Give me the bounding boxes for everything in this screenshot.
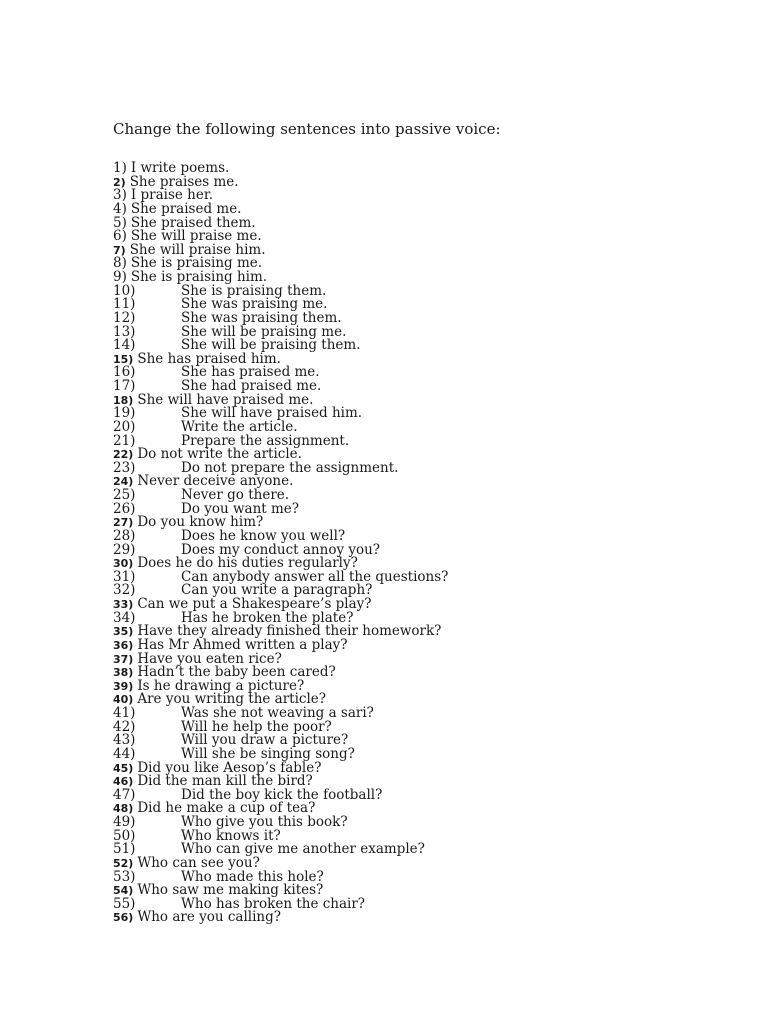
sentence-text: Did the boy kick the football?	[181, 786, 383, 803]
item-number: 9)	[113, 269, 127, 285]
item-number: 48)	[113, 802, 134, 816]
item-number: 24)	[113, 475, 134, 489]
item-number: 53)	[113, 868, 136, 885]
sentence-text: Have they already finished their homework?	[137, 623, 442, 640]
sentence-text: She praised me.	[130, 200, 242, 217]
item-number: 56)	[113, 911, 134, 925]
item-number: 44)	[113, 745, 136, 762]
item-number: 16)	[113, 364, 136, 381]
sentence-text: Did he make a cup of tea?	[137, 800, 316, 817]
sentence-text: Was she not weaving a sari?	[181, 705, 374, 721]
sentence-text: Will she be singing song?	[181, 745, 355, 762]
item-number: 15)	[113, 352, 134, 366]
item-number: 1)	[113, 160, 127, 176]
item-number: 42)	[113, 718, 136, 735]
item-number: 34)	[113, 609, 136, 626]
item-number: 54)	[113, 884, 134, 898]
item-number: 20)	[113, 418, 136, 435]
sentence-text: Will you draw a picture?	[181, 732, 349, 749]
sentence-text: Are you writing the article?	[137, 691, 327, 708]
sentence-text: Never go there.	[181, 487, 290, 503]
item-number: 32)	[113, 582, 136, 599]
item-number: 8)	[113, 255, 127, 272]
item-number: 3)	[113, 187, 127, 204]
page-title: Change the following sentences into passive voice:	[113, 120, 501, 138]
item-number: 14)	[113, 337, 136, 354]
item-number: 35)	[113, 625, 134, 639]
sentence-text: Hadn’t the baby been cared?	[137, 664, 336, 681]
sentence-text: She had praised me.	[181, 378, 322, 394]
item-number: 12)	[113, 309, 136, 326]
item-number: 43)	[113, 732, 136, 749]
sentence-text: Can you write a paragraph?	[181, 582, 373, 599]
sentence-text: She will be praising them.	[181, 337, 361, 354]
item-number: 13)	[113, 323, 136, 340]
sentence-text: She was praising them.	[181, 309, 342, 326]
sentence-text: She was praising me.	[181, 296, 328, 313]
item-number: 47)	[113, 786, 136, 803]
sentence-text: She has praised him.	[137, 350, 281, 367]
sentence-text: Do not prepare the assignment.	[181, 459, 399, 476]
item-number: 25)	[113, 487, 136, 503]
sentence-text: Who made this hole?	[181, 868, 324, 885]
item-number: 33)	[113, 598, 134, 611]
sentence-text: She will have praised me.	[137, 391, 314, 408]
sentence-text: Can anybody answer all the questions?	[181, 568, 449, 585]
item-number: 27)	[113, 516, 134, 530]
item-number: 5)	[113, 214, 127, 231]
sentence-text: Has Mr Ahmed written a play?	[137, 636, 348, 653]
sentence-text: Who can give me another example?	[181, 841, 425, 858]
sentence-text: Did you like Aesop’s fable?	[137, 759, 322, 776]
sentence-text: Has he broken the plate?	[181, 609, 354, 626]
item-number: 40)	[113, 693, 134, 707]
sentence-text: She praises me.	[129, 173, 239, 190]
item-number: 52)	[113, 856, 134, 870]
sentence-text: I praise her.	[130, 187, 214, 204]
item-number: 55)	[113, 895, 136, 912]
item-number: 19)	[113, 405, 136, 422]
item-number: 41)	[113, 705, 136, 721]
item-number: 30)	[113, 557, 134, 571]
sentence-text: Do not write the article.	[137, 446, 302, 463]
item-number: 39)	[113, 679, 134, 693]
sentence-text: Will he help the poor?	[181, 718, 332, 735]
item-number: 29)	[113, 541, 136, 558]
item-number: 49)	[113, 814, 136, 830]
item-number: 2)	[113, 175, 126, 189]
item-number: 51)	[113, 841, 136, 858]
sentence-text: Who can see you?	[137, 854, 260, 871]
sentence-text: Does he do his duties regularly?	[137, 555, 358, 572]
item-number: 28)	[113, 527, 136, 544]
item-number: 17)	[113, 378, 136, 394]
sentence-text: Is he drawing a picture?	[137, 677, 305, 694]
sentence-text: Who knows it?	[181, 827, 281, 844]
sentence-text: Who give you this book?	[181, 814, 348, 830]
sentence-text: Did the man kill the bird?	[137, 773, 313, 790]
sentence-text: Do you know him?	[137, 514, 264, 531]
sentence-text: Who are you calling?	[137, 909, 281, 926]
sentence-text: She praised them.	[130, 214, 256, 231]
sentence-text: Who has broken the chair?	[181, 895, 366, 912]
sentence-text: She will be praising me.	[181, 323, 347, 340]
item-number: 4)	[113, 200, 127, 217]
item-number: 45)	[113, 761, 134, 775]
sentence-text: Can we put a Shakespeare’s play?	[137, 596, 372, 612]
sentence-text: She will praise me.	[130, 228, 262, 245]
item-number: 23)	[113, 459, 136, 476]
sentence-text: She is praising him.	[130, 269, 268, 285]
item-number: 38)	[113, 666, 134, 680]
item-number: 22)	[113, 448, 134, 462]
item-number: 37)	[113, 652, 134, 666]
sentence-text: Write the article.	[181, 418, 298, 435]
item-number: 10)	[113, 282, 136, 299]
sentence-text: Have you eaten rice?	[137, 650, 282, 667]
sentence-list	[113, 160, 449, 926]
item-number: 26)	[113, 500, 136, 517]
sentence-text: She is praising me.	[130, 255, 263, 272]
sentence-text: She has praised me.	[181, 364, 320, 381]
sentence-text: Who saw me making kites?	[137, 882, 324, 899]
list-item	[113, 911, 441, 925]
item-number: 6)	[113, 228, 127, 245]
sentence-text: Never deceive anyone.	[137, 473, 294, 490]
sentence-text: She will have praised him.	[181, 405, 363, 422]
item-number: 46)	[113, 775, 134, 789]
item-number: 11)	[113, 296, 136, 313]
item-number: 50)	[113, 827, 136, 844]
item-number: 36)	[113, 638, 134, 652]
item-number: 31)	[113, 568, 136, 585]
item-number: 7)	[113, 243, 126, 257]
sentence-text: Prepare the assignment.	[181, 432, 350, 449]
sentence-text: Do you want me?	[181, 500, 300, 517]
item-number: 18)	[113, 393, 134, 407]
sentence-text: I write poems.	[130, 160, 230, 176]
sentence-text: Does my conduct annoy you?	[181, 541, 381, 558]
sentence-text: She is praising them.	[181, 282, 327, 299]
sentence-text: Does he know you well?	[181, 527, 346, 544]
item-number: 21)	[113, 432, 136, 449]
sentence-text: She will praise him.	[129, 241, 266, 258]
